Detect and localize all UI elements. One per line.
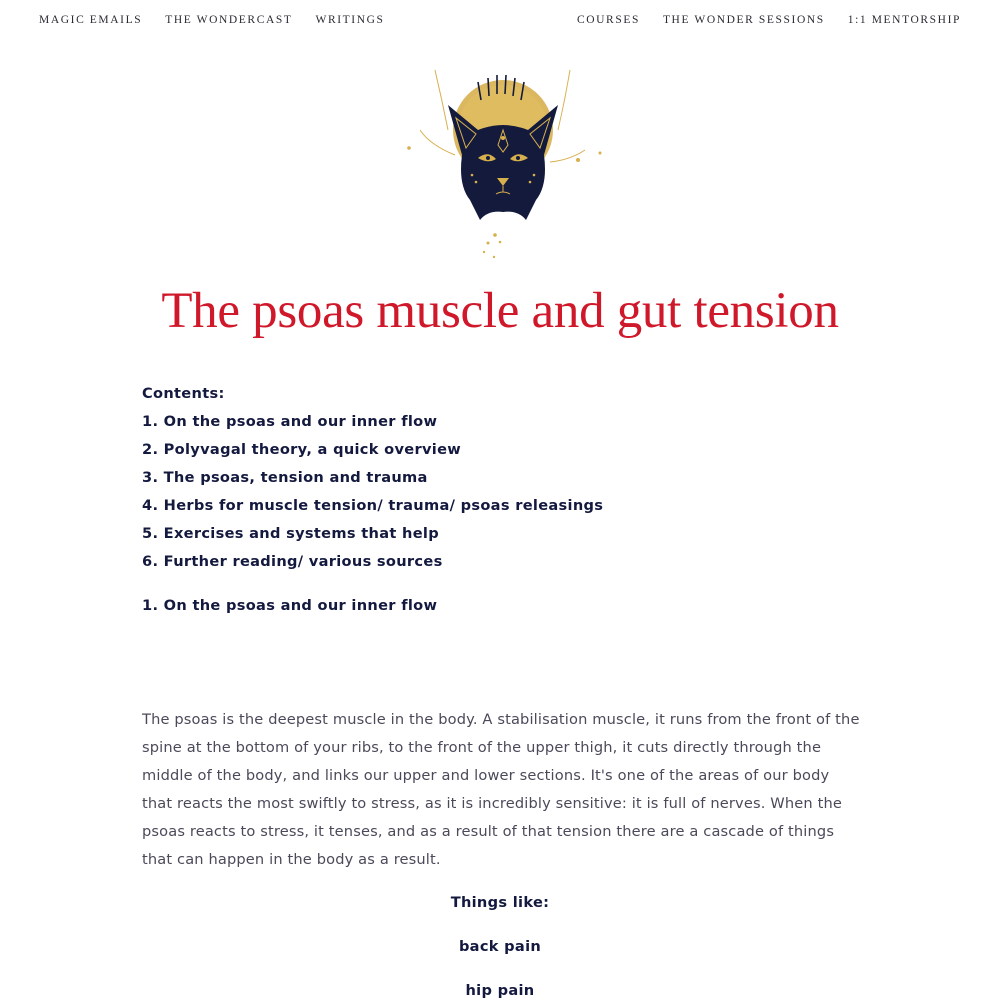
things-like-heading: Things like: bbox=[450, 894, 550, 911]
table-of-contents bbox=[142, 380, 858, 620]
nav-right-group bbox=[577, 14, 961, 26]
toc-item[interactable]: 5. Exercises and systems that help bbox=[142, 525, 439, 542]
nav-writings-link[interactable]: WRITINGS bbox=[315, 14, 385, 26]
toc-item[interactable]: 3. The psoas, tension and trauma bbox=[142, 469, 428, 486]
contents-heading: Contents: bbox=[142, 385, 225, 402]
page-title: The psoas muscle and gut tension bbox=[161, 283, 839, 339]
toc-item[interactable]: 6. Further reading/ various sources bbox=[142, 553, 443, 570]
toc-item[interactable]: 2. Polyvagal theory, a quick overview bbox=[142, 441, 462, 458]
toc-item[interactable]: 4. Herbs for muscle tension/ trauma/ psoas releasings bbox=[142, 497, 604, 514]
nav-courses-link[interactable]: COURSES bbox=[576, 14, 640, 26]
list-item-hip-pain: hip pain bbox=[465, 982, 535, 999]
cat-head-sun-logo-svg bbox=[400, 60, 610, 265]
nav-magic-emails-link[interactable]: MAGIC EMAILS bbox=[39, 14, 143, 26]
body-paragraph: The psoas is the deepest muscle in the body. A stabilisation muscle, it runs from the front of the spine at the bottom of your ribs, to the front of the upper thigh, it cuts directly through the middle of the body, and links our upper and lower sections. It's one of the areas of our body that reacts the most swiftly to stress, as it is incredibly sensitive: it is full of nerves. When the psoas reacts to stress, it tenses, and as a result of that tension there are a cascade of things that can happen in the body as a result. bbox=[142, 711, 860, 868]
nav-mentorship-link[interactable]: 1:1 MENTORSHIP bbox=[847, 14, 961, 26]
nav-wondercast-link[interactable]: THE WONDERCAST bbox=[165, 14, 293, 26]
top-navigation bbox=[0, 14, 1000, 34]
nav-left-group bbox=[39, 14, 385, 26]
list-item-back-pain: back pain bbox=[458, 938, 542, 955]
nav-wonder-sessions-link[interactable]: THE WONDER SESSIONS bbox=[662, 14, 825, 26]
section-heading: 1. On the psoas and our inner flow bbox=[142, 597, 438, 614]
cat-head-sun-logo[interactable] bbox=[400, 60, 610, 265]
toc-item[interactable]: 1. On the psoas and our inner flow bbox=[142, 413, 438, 430]
